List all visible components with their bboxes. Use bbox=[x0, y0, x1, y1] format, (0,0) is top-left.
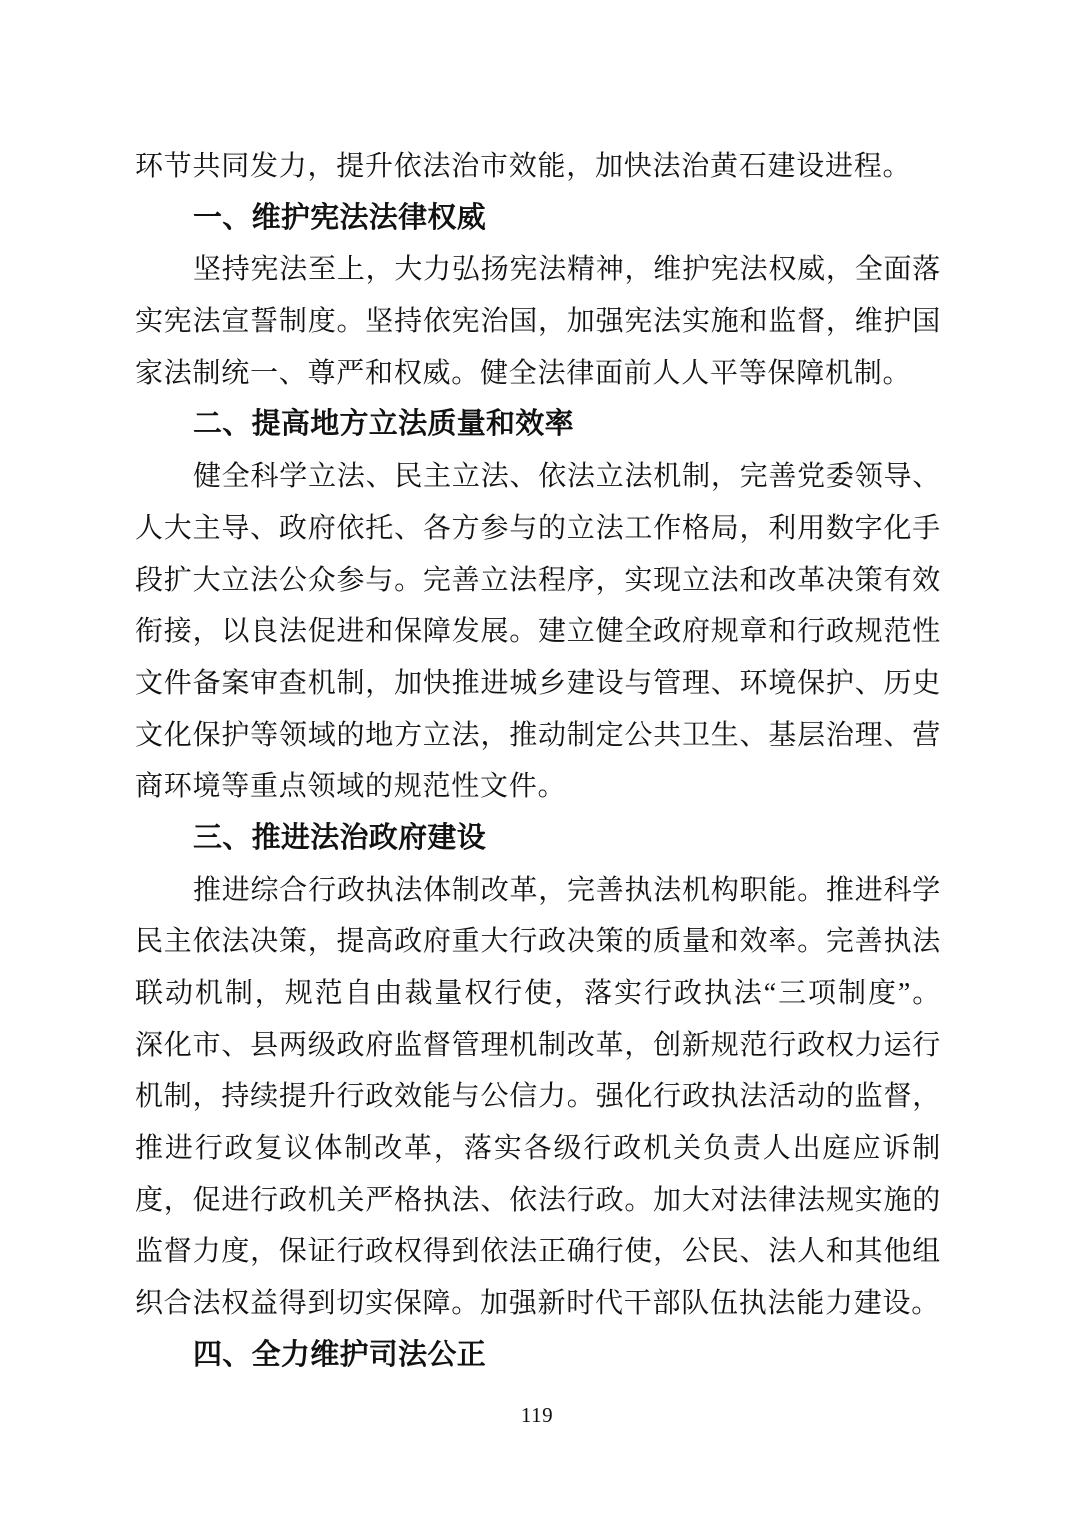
paragraph-line: 织合法权益得到切实保障。加强新时代干部队伍执法能力建设。 bbox=[135, 1288, 941, 1320]
page-number: 119 bbox=[520, 1403, 554, 1427]
section-heading-1: 一、维护宪法法律权威 bbox=[193, 201, 487, 234]
paragraph-line: 家法制统一、尊严和权威。健全法律面前人人平等保障机制。 bbox=[135, 357, 912, 389]
paragraph-line: 机制，持续提升行政效能与公信力。强化行政执法活动的监督， bbox=[135, 1081, 941, 1113]
section-heading-3: 三、推进法治政府建设 bbox=[193, 821, 487, 854]
paragraph-line: 民主依法决策，提高政府重大行政决策的质量和效率。完善执法 bbox=[135, 926, 941, 958]
paragraph-line: 人大主导、政府依托、各方参与的立法工作格局，利用数字化手 bbox=[135, 512, 941, 544]
paragraph-line: 推进行政复议体制改革，落实各级行政机关负责人出庭应诉制 bbox=[135, 1133, 941, 1165]
paragraph-line: 段扩大立法公众参与。完善立法程序，实现立法和改革决策有效 bbox=[135, 564, 941, 596]
paragraph-line: 商环境等重点领域的规范性文件。 bbox=[135, 771, 567, 803]
paragraph-line: 环节共同发力，提升依法治市效能，加快法治黄石建设进程。 bbox=[135, 151, 912, 182]
paragraph-line: 衔接，以良法促进和保障发展。建立健全政府规章和行政规范性 bbox=[135, 616, 941, 648]
section-heading-4: 四、全力维护司法公正 bbox=[193, 1338, 487, 1371]
paragraph-line: 健全科学立法、民主立法、依法立法机制，完善党委领导、 bbox=[193, 461, 941, 493]
paragraph-line: 推进综合行政执法体制改革，完善执法机构职能。推进科学 bbox=[193, 874, 941, 906]
paragraph-line: 文化保护等领域的地方立法，推动制定公共卫生、基层治理、营 bbox=[135, 719, 941, 751]
paragraph-line: 深化市、县两级政府监督管理机制改革，创新规范行政权力运行 bbox=[135, 1029, 941, 1061]
document-body bbox=[135, 141, 941, 1382]
paragraph-line: 坚持宪法至上，大力弘扬宪法精神，维护宪法权威，全面落 bbox=[193, 254, 941, 286]
paragraph-line: 实宪法宣誓制度。坚持依宪治国，加强宪法实施和监督，维护国 bbox=[135, 306, 941, 338]
paragraph-line: 监督力度，保证行政权得到依法正确行使，公民、法人和其他组 bbox=[135, 1236, 941, 1268]
paragraph-line: 联动机制，规范自由裁量权行使，落实行政执法“三项制度”。 bbox=[135, 978, 941, 1009]
paragraph-line: 文件备案审查机制，加快推进城乡建设与管理、环境保护、历史 bbox=[135, 667, 941, 699]
paragraph-line: 度，促进行政机关严格执法、依法行政。加大对法律法规实施的 bbox=[135, 1184, 941, 1216]
section-heading-2: 二、提高地方立法质量和效率 bbox=[193, 408, 574, 441]
